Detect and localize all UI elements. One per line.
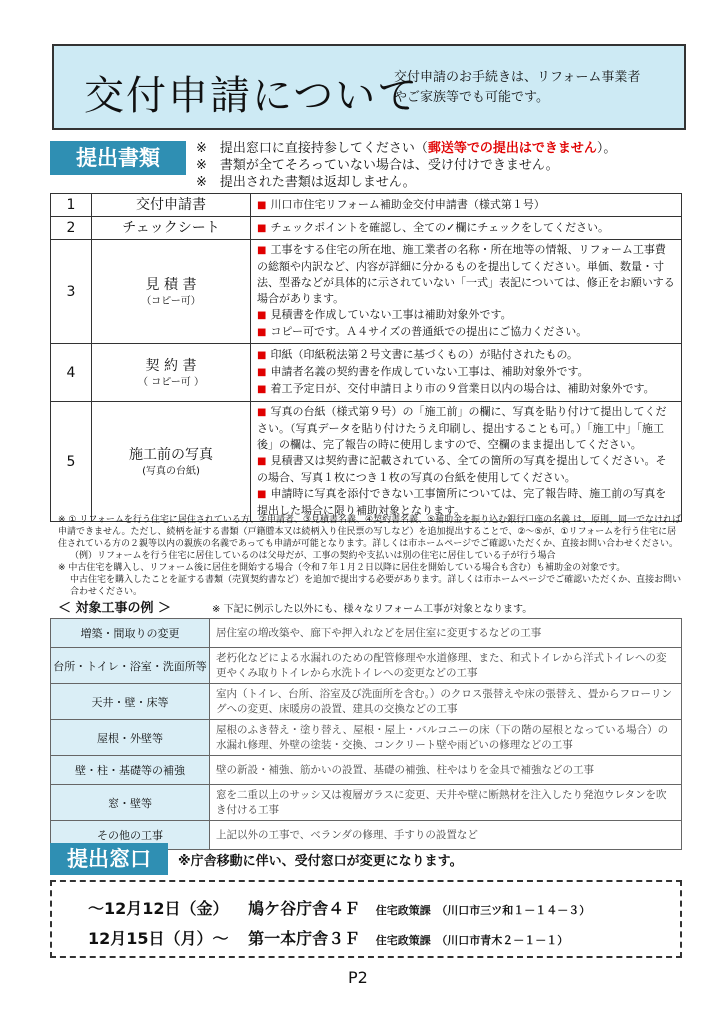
- example-category: 台所・トイレ・浴室・洗面所等: [51, 648, 210, 684]
- table-row: [51, 720, 682, 756]
- submission-note: ※ 書類が全てそろっていない場合は、受け付けできません。: [196, 158, 559, 173]
- row-number: 5: [51, 402, 92, 522]
- window-row: ～12月12日（金） 鳩ケ谷庁舎４Ｆ 住宅政策課 （川口市三ツ和１－１４－３）: [88, 899, 591, 918]
- title-note-line: やご家族等でも可能です。: [394, 90, 549, 105]
- doc-desc: ■ 写真の台紙（様式第９号）の「施工前」の欄に、写真を貼り付けて提出してください。（写真データを貼り付けたうえ印刷し、提出することも可。）「施工中」「施工後」の欄は、完了報告の時に使用しますので、空欄のまま提出してください。 ■ 見積書又は契約書に記載されている、全ての箇所の写真を提出してください。その場合、写真１枚につき１枚の写真の台紙を使用してください。 ■ 申請時に写真を添付できない工事箇所については、完了報告時、施工前の写真を提出した場合に限り補助対象となります。: [251, 402, 682, 522]
- example-desc: 上記以外の工事で、ベランダの修理、手すりの設置など: [210, 821, 682, 850]
- table-row: [51, 194, 682, 217]
- doc-name: 施工前の写真 (写真の台紙): [92, 402, 251, 522]
- doc-name: チェックシート: [92, 217, 251, 240]
- example-category: 天井・壁・床等: [51, 684, 210, 720]
- submission-docs-heading: 提出書類: [50, 141, 186, 175]
- example-desc: 屋根のふき替え・塗り替え、屋根・屋上・バルコニーの床（下の階の屋根となっている場合）の水漏れ修理、外壁の塗装・交換、コンクリート壁や雨どいの修理などの工事: [210, 720, 682, 756]
- examples-table: [50, 618, 682, 850]
- table-row: [51, 619, 682, 648]
- submission-notes: [196, 140, 696, 191]
- footnote: 中古住宅を購入したことを証する書類（売買契約書など）を追加で提出する必要があります。詳しくは市ホームページでご確認いただくか、直接お問い合わせください。: [70, 575, 682, 597]
- title-box: [52, 44, 686, 130]
- table-row: [51, 648, 682, 684]
- example-category: 壁・柱・基礎等の補強: [51, 756, 210, 785]
- table-row: [51, 402, 682, 522]
- example-category: 屋根・外壁等: [51, 720, 210, 756]
- window-box: [50, 880, 682, 958]
- doc-name: 交付申請書: [92, 194, 251, 217]
- page-number: P2: [348, 968, 368, 987]
- footnotes: [58, 514, 684, 598]
- window-notice: ※庁舎移動に伴い、受付窓口が変更になります。: [178, 854, 463, 869]
- row-number: 1: [51, 194, 92, 217]
- example-category: その他の工事: [51, 821, 210, 850]
- doc-desc: ■ チェックポイントを確認し、全ての✓欄にチェックをしてください。: [251, 217, 682, 240]
- doc-name: 契 約 書 （ コピー可 ）: [92, 344, 251, 402]
- footnote: ※ ① リフォームを行う住宅に居住されている方、②申請者、③見積書名義、④契約書名義、⑤補助金を振り込む銀行口座の名義 は、原則、同一でなければ申請できません。ただし、続柄を証する書類（戸籍謄本又は続柄入り住民票の写しなど）を追加提出することで、②～⑤が、①リフォームを行う住宅に居住されている方の２親等以内の親族の名義であっても申請が可能となります。詳しくは市ホームページでご確認いただくか、直接お問い合わせください。: [58, 515, 682, 549]
- examples-heading: ＜ 対象工事の例 ＞: [58, 601, 172, 616]
- table-row: [51, 344, 682, 402]
- example-category: 増築・間取りの変更: [51, 619, 210, 648]
- table-row: [51, 785, 682, 821]
- title-note-line: 交付申請のお手続きは、リフォーム事業者: [394, 70, 641, 85]
- table-row: [51, 756, 682, 785]
- table-row: [51, 684, 682, 720]
- example-desc: 室内（トイレ、台所、浴室及び洗面所を含む。）のクロス張替えや床の張替え、畳からフローリングへの変更、床暖房の設置、建具の交換などの工事: [210, 684, 682, 720]
- window-row: 12月15日（月）～ 第一本庁舎３Ｆ 住宅政策課 （川口市青木２－１－１）: [88, 929, 569, 948]
- submission-note: ※ 提出された書類は返却しません。: [196, 175, 416, 190]
- submission-docs-table: [50, 193, 682, 522]
- example-desc: 居住室の増改築や、廊下や押入れなどを居住室に変更するなどの工事: [210, 619, 682, 648]
- doc-name: 見 積 書 （コピー可）: [92, 240, 251, 344]
- examples-note: ※ 下記に例示した以外にも、様々なリフォーム工事が対象となります。: [212, 604, 533, 615]
- title-note: [394, 68, 684, 108]
- doc-desc: ■ 工事をする住宅の所在地、施工業者の名称・所在地等の情報、リフォーム工事費の総額や内訳など、内容が詳細に分かるものを提出してください。単価、数量・寸法、型番などが具体的に示されていない「一式」表記については、修正をお願いする場合があります。 ■ 見積書を作成していない工事は補助対象外です。 ■ コピー可です。Ａ４サイズの普通紙での提出にご協力ください。: [251, 240, 682, 344]
- example-category: 窓・壁等: [51, 785, 210, 821]
- table-row: [51, 240, 682, 344]
- footnote: ※ 中古住宅を購入し、リフォーム後に居住を開始する場合（令和７年１月２日以降に居住を開始している場合も含む）も補助金の対象です。: [58, 563, 626, 573]
- submission-note: ※ 提出窓口に直接持参してください（郵送等での提出はできません）。: [196, 141, 617, 156]
- table-row: [51, 217, 682, 240]
- example-desc: 窓を二重以上のサッシ又は複層ガラスに変更、天井や壁に断熱材を注入したり発泡ウレタンを吹き付ける工事: [210, 785, 682, 821]
- window-heading: 提出窓口: [50, 843, 168, 875]
- example-desc: 壁の新設・補強、筋かいの設置、基礎の補強、柱やはりを金具で補強などの工事: [210, 756, 682, 785]
- row-number: 3: [51, 240, 92, 344]
- row-number: 4: [51, 344, 92, 402]
- doc-desc: ■ 印紙（印紙税法第２号文書に基づくもの）が貼付されたもの。 ■ 申請者名義の契約書を作成していない工事は、補助対象外です。 ■ 着工予定日が、交付申請日より市の９営業日以内の場合は、補助対象外です。: [251, 344, 682, 402]
- footnote: （例）リフォームを行う住宅に居住しているのは父母だが、工事の契約や支払いは別の住宅に居住している子が行う場合: [70, 551, 556, 561]
- doc-desc: ■ 川口市住宅リフォーム補助金交付申請書（様式第１号）: [251, 194, 682, 217]
- page-title: 交付申請について: [84, 73, 420, 119]
- example-desc: 老朽化などによる水漏れのための配管修理や水道修理、また、和式トイレから洋式トイレへの変更やくみ取りトイレから水洗トイレへの変更などの工事: [210, 648, 682, 684]
- row-number: 2: [51, 217, 92, 240]
